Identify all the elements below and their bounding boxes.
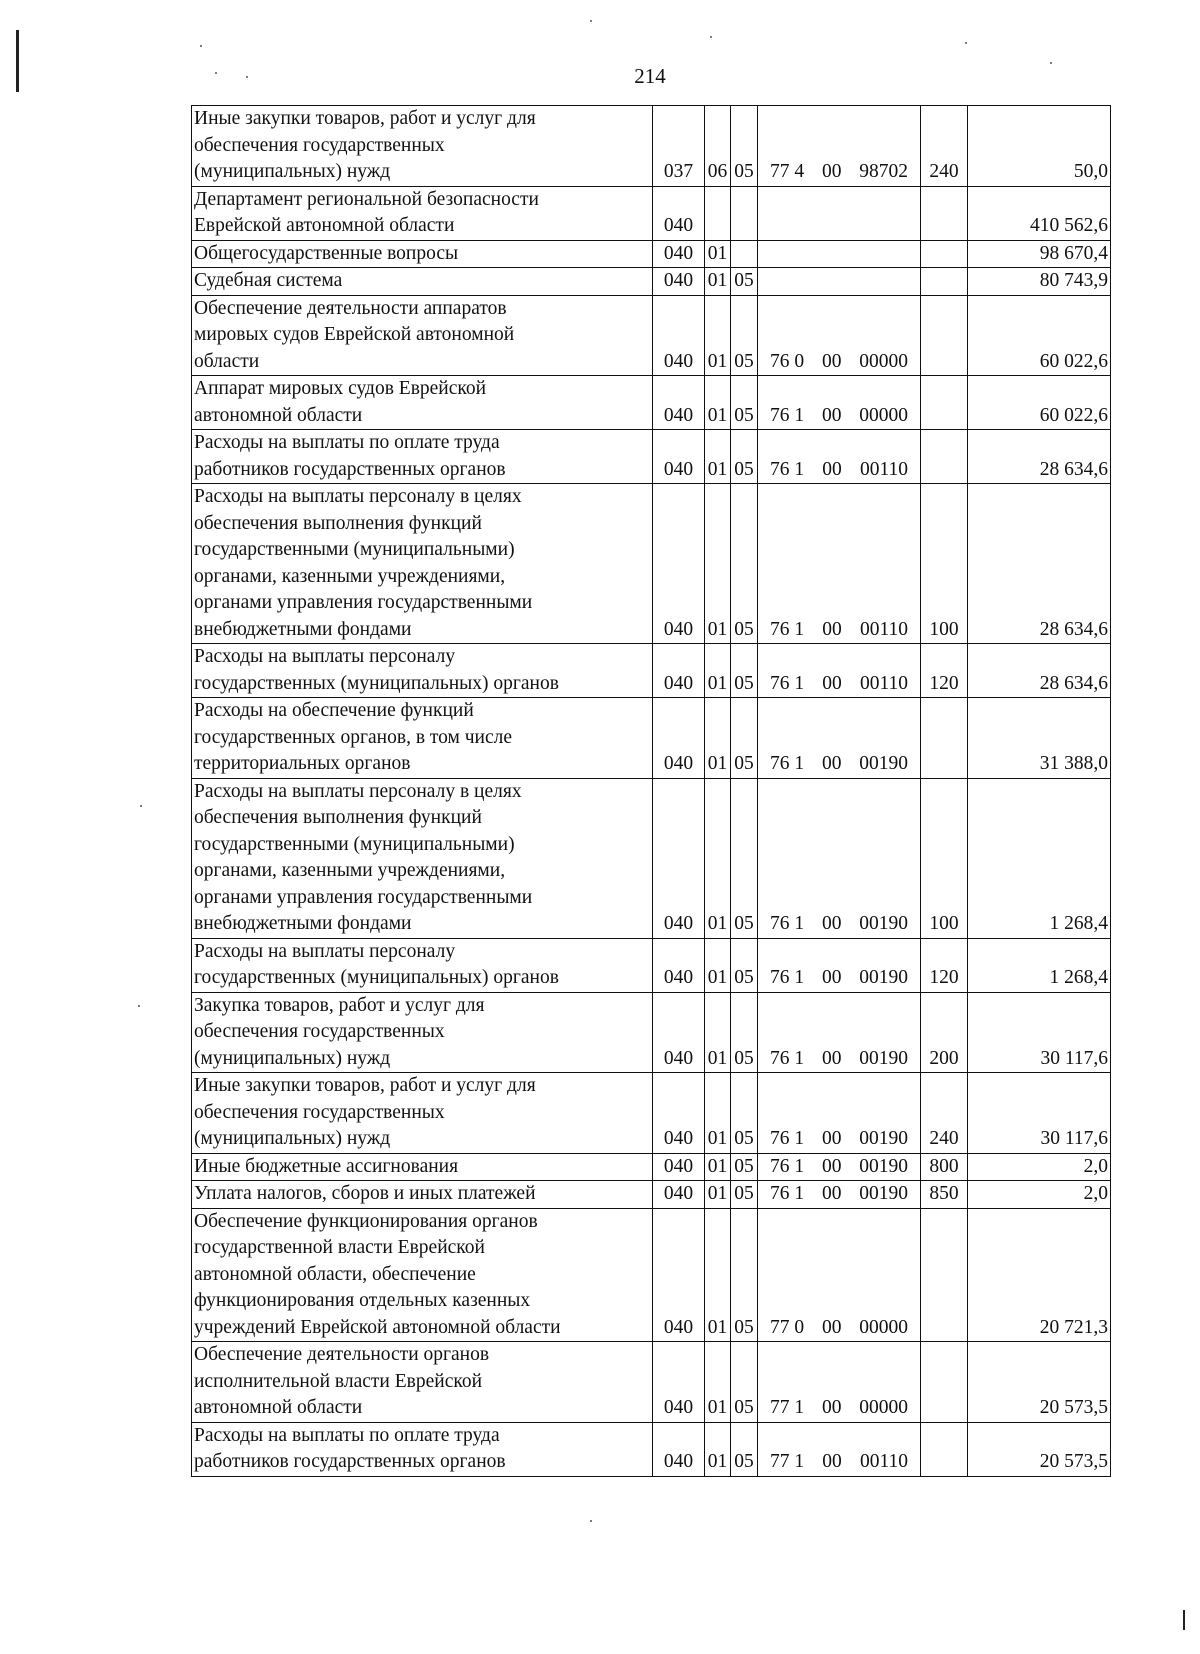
table-row — [192, 1422, 1111, 1476]
ministry-code: 040 — [653, 1208, 705, 1342]
item-name-line: государственных органов, в том числе — [194, 726, 513, 748]
ministry-code: 040 — [653, 1342, 705, 1423]
item-name-line: государственных (муниципальных) органов — [194, 672, 559, 694]
amount: 2,0 — [968, 1181, 1111, 1209]
item-name-line: государственных (муниципальных) органов — [194, 967, 559, 988]
expense-type-code — [921, 186, 968, 240]
amount: 1 268,4 — [968, 778, 1111, 938]
ministry-code: 040 — [653, 938, 705, 992]
amount: 28 634,6 — [968, 484, 1111, 644]
table-row — [192, 938, 1111, 992]
subsection-code — [731, 240, 758, 268]
item-name-line: государственной власти Еврейской — [194, 1237, 485, 1258]
item-name-line: органами, казенными учреждениями, — [194, 565, 506, 587]
item-name-line: территориальных органов — [194, 753, 411, 774]
target-article-part: 00110 — [859, 458, 908, 480]
target-article-part: 00190 — [859, 1128, 908, 1149]
expense-type-code: 240 — [921, 1073, 968, 1154]
item-name — [192, 1208, 653, 1342]
item-name-line: обеспечения государственных — [194, 134, 445, 156]
item-name-line: Расходы на выплаты персоналу — [194, 646, 456, 667]
expense-type-code — [921, 1342, 968, 1423]
subsection-code: 05 — [731, 295, 758, 376]
amount: 20 573,5 — [968, 1342, 1111, 1423]
target-article-part: 77 0 — [770, 1316, 805, 1338]
item-name-line: Общегосударственные вопросы — [194, 242, 459, 264]
scan-edge-mark-bottom — [1183, 1610, 1185, 1630]
item-name-line: Обеспечение деятельности органов — [194, 1344, 490, 1365]
target-article-part: 77 1 — [770, 1397, 805, 1418]
target-article-part: 00 — [821, 161, 842, 182]
item-name-line: Иные бюджетные ассигнования — [194, 1155, 459, 1177]
target-article-code — [758, 644, 921, 698]
ministry-code: 040 — [653, 376, 705, 430]
target-article-code — [758, 1153, 921, 1181]
target-article-part: 00 — [822, 672, 842, 694]
item-name — [192, 430, 653, 484]
target-article-part: 00000 — [859, 1397, 908, 1418]
target-article-part: 00190 — [859, 967, 908, 988]
subsection-code: 05 — [731, 268, 758, 296]
ministry-code: 040 — [653, 268, 705, 296]
item-name-line: государственными (муниципальными) — [194, 833, 515, 855]
table-row — [192, 376, 1111, 430]
amount: 30 117,6 — [968, 1073, 1111, 1154]
target-article-part: 00 — [821, 1316, 842, 1338]
item-name — [192, 106, 653, 187]
item-name — [192, 1073, 653, 1154]
target-article-code — [758, 240, 921, 268]
section-code: 01 — [705, 778, 731, 938]
section-code: 06 — [705, 106, 731, 187]
expense-type-code — [921, 1208, 968, 1342]
ministry-code: 040 — [653, 484, 705, 644]
subsection-code: 05 — [731, 644, 758, 698]
table-row — [192, 268, 1111, 296]
section-code: 01 — [705, 1181, 731, 1209]
target-article-code — [758, 106, 921, 187]
amount: 20 573,5 — [968, 1422, 1111, 1476]
expense-type-code — [921, 1422, 968, 1476]
section-code: 01 — [705, 430, 731, 484]
amount: 1 268,4 — [968, 938, 1111, 992]
target-article-part: 76 0 — [770, 350, 805, 372]
target-article-part: 76 1 — [770, 404, 805, 426]
item-name-line: Обеспечение деятельности аппаратов — [194, 297, 507, 319]
budget-table — [191, 105, 1111, 1477]
table-row — [192, 1153, 1111, 1181]
subsection-code — [731, 186, 758, 240]
item-name-line: (муниципальных) нужд — [194, 1128, 391, 1149]
target-article-part: 76 1 — [770, 1155, 805, 1177]
target-article-code — [758, 1181, 921, 1209]
item-name — [192, 186, 653, 240]
item-name-line: Аппарат мировых судов Еврейской — [194, 378, 487, 399]
ministry-code: 037 — [653, 106, 705, 187]
target-article-part: 76 1 — [770, 618, 805, 640]
target-article-code — [758, 186, 921, 240]
section-code: 01 — [705, 698, 731, 779]
amount: 60 022,6 — [968, 376, 1111, 430]
target-article-part: 00 — [821, 1128, 842, 1149]
expense-type-code: 120 — [921, 938, 968, 992]
section-code: 01 — [705, 1422, 731, 1476]
target-article-part: 00 — [821, 967, 842, 988]
target-article-part: 00 — [821, 1155, 842, 1177]
subsection-code: 05 — [731, 376, 758, 430]
amount: 50,0 — [968, 106, 1111, 187]
ministry-code: 040 — [653, 1181, 705, 1209]
table-row — [192, 106, 1111, 187]
subsection-code: 05 — [731, 1073, 758, 1154]
ministry-code: 040 — [653, 992, 705, 1073]
target-article-code — [758, 268, 921, 296]
table-body — [192, 106, 1111, 1477]
item-name-line: Иные закупки товаров, работ и услуг для — [194, 1075, 536, 1096]
target-article-code — [758, 698, 921, 779]
target-article-part: 00 — [821, 913, 842, 934]
table-row — [192, 186, 1111, 240]
table-row — [192, 1208, 1111, 1342]
item-name-line: Закупка товаров, работ и услуг для — [194, 994, 485, 1016]
section-code: 01 — [705, 644, 731, 698]
item-name — [192, 938, 653, 992]
target-article-part: 00000 — [859, 1316, 908, 1338]
item-name — [192, 1153, 653, 1181]
item-name-line: Расходы на выплаты по оплате труда — [194, 1424, 500, 1446]
item-name-line: исполнительной власти Еврейской — [194, 1370, 483, 1392]
target-article-part: 00000 — [859, 404, 908, 426]
item-name-line: (муниципальных) нужд — [194, 1047, 391, 1069]
subsection-code: 05 — [731, 698, 758, 779]
item-name-line: обеспечения выполнения функций — [194, 807, 482, 828]
item-name-line: Судебная система — [194, 270, 343, 291]
ministry-code: 040 — [653, 430, 705, 484]
item-name-line: органами, казенными учреждениями, — [194, 860, 506, 881]
target-article-part: 76 1 — [770, 458, 805, 480]
section-code: 01 — [705, 268, 731, 296]
target-article-part: 00 — [821, 1047, 842, 1069]
target-article-code — [758, 430, 921, 484]
item-name-line: автономной области — [194, 404, 363, 426]
ministry-code: 040 — [653, 1422, 705, 1476]
item-name-line: государственными (муниципальными) — [194, 539, 515, 560]
table-row — [192, 1073, 1111, 1154]
ministry-code: 040 — [653, 698, 705, 779]
expense-type-code — [921, 268, 968, 296]
item-name — [192, 268, 653, 296]
section-code: 01 — [705, 1153, 731, 1181]
expense-type-code: 120 — [921, 644, 968, 698]
section-code: 01 — [705, 1073, 731, 1154]
amount: 20 721,3 — [968, 1208, 1111, 1342]
section-code: 01 — [705, 1208, 731, 1342]
item-name-line: обеспечения государственных — [194, 1101, 445, 1123]
target-article-part: 00110 — [859, 618, 908, 640]
item-name-line: внебюджетными фондами — [194, 913, 412, 934]
target-article-part: 00 — [821, 753, 842, 774]
target-article-part: 00190 — [859, 1155, 908, 1177]
section-code: 01 — [705, 240, 731, 268]
item-name-line: работников государственных органов — [194, 458, 506, 480]
item-name-line: области — [194, 350, 260, 372]
item-name-line: Еврейской автономной области — [194, 215, 455, 236]
expense-type-code: 100 — [921, 778, 968, 938]
item-name-line: обеспечения государственных — [194, 1021, 445, 1042]
target-article-code — [758, 295, 921, 376]
section-code: 01 — [705, 295, 731, 376]
subsection-code: 05 — [731, 106, 758, 187]
target-article-part: 77 4 — [770, 161, 805, 182]
target-article-part: 00190 — [859, 1047, 908, 1069]
target-article-part: 00 — [821, 1183, 842, 1204]
table-row — [192, 992, 1111, 1073]
section-code: 01 — [705, 484, 731, 644]
target-article-part: 98702 — [859, 161, 908, 182]
target-article-part: 00 — [822, 618, 842, 640]
target-article-part: 00110 — [859, 1451, 908, 1472]
amount: 410 562,6 — [968, 186, 1111, 240]
target-article-part: 00190 — [859, 913, 908, 934]
target-article-part: 76 1 — [770, 1183, 805, 1204]
item-name-line: Департамент региональной безопасности — [194, 188, 539, 210]
page-number: 214 — [634, 64, 666, 88]
item-name-line: автономной области, обеспечение — [194, 1263, 476, 1285]
item-name-line: Расходы на выплаты персоналу в целях — [194, 780, 522, 802]
subsection-code: 05 — [731, 484, 758, 644]
ministry-code: 040 — [653, 240, 705, 268]
expense-type-code — [921, 430, 968, 484]
item-name-line: Расходы на выплаты персоналу — [194, 940, 456, 962]
item-name-line: Обеспечение функционирования органов — [194, 1210, 538, 1232]
target-article-code — [758, 778, 921, 938]
target-article-part: 00 — [822, 458, 842, 480]
target-article-code — [758, 1208, 921, 1342]
item-name-line: внебюджетными фондами — [194, 618, 412, 640]
amount: 28 634,6 — [968, 644, 1111, 698]
item-name-line: автономной области — [194, 1397, 363, 1418]
section-code: 01 — [705, 1342, 731, 1423]
target-article-part: 76 1 — [770, 753, 805, 774]
item-name — [192, 1342, 653, 1423]
expense-type-code: 850 — [921, 1181, 968, 1209]
expense-type-code: 800 — [921, 1153, 968, 1181]
item-name-line: мировых судов Еврейской автономной — [194, 324, 515, 345]
table-row — [192, 484, 1111, 644]
expense-type-code: 240 — [921, 106, 968, 187]
target-article-part: 76 1 — [770, 1128, 805, 1149]
expense-type-code — [921, 240, 968, 268]
ministry-code: 040 — [653, 1153, 705, 1181]
item-name-line: Расходы на выплаты персоналу в целях — [194, 486, 522, 507]
expense-type-code — [921, 698, 968, 779]
target-article-code — [758, 938, 921, 992]
section-code — [705, 186, 731, 240]
target-article-part: 00190 — [859, 1183, 908, 1204]
amount: 60 022,6 — [968, 295, 1111, 376]
target-article-part: 00 — [822, 1451, 842, 1472]
table-row — [192, 240, 1111, 268]
table-row — [192, 778, 1111, 938]
subsection-code: 05 — [731, 938, 758, 992]
expense-type-code: 200 — [921, 992, 968, 1073]
ministry-code: 040 — [653, 295, 705, 376]
item-name-line: Расходы на выплаты по оплате труда — [194, 432, 500, 453]
subsection-code: 05 — [731, 430, 758, 484]
target-article-part: 00 — [821, 350, 842, 372]
amount: 80 743,9 — [968, 268, 1111, 296]
subsection-code: 05 — [731, 1342, 758, 1423]
item-name-line: работников государственных органов — [194, 1451, 506, 1472]
item-name-line: функционирования отдельных казенных — [194, 1290, 531, 1311]
subsection-code: 05 — [731, 1181, 758, 1209]
item-name — [192, 778, 653, 938]
ministry-code: 040 — [653, 778, 705, 938]
item-name — [192, 698, 653, 779]
item-name — [192, 1422, 653, 1476]
target-article-part: 00110 — [859, 672, 908, 694]
target-article-part: 76 1 — [770, 967, 805, 988]
item-name-line: учреждений Еврейской автономной области — [194, 1316, 561, 1338]
item-name-line: органами управления государственными — [194, 592, 533, 613]
target-article-part: 00000 — [859, 350, 908, 372]
target-article-code — [758, 1073, 921, 1154]
target-article-code — [758, 484, 921, 644]
table-row — [192, 644, 1111, 698]
subsection-code: 05 — [731, 1153, 758, 1181]
amount: 31 388,0 — [968, 698, 1111, 779]
ministry-code: 040 — [653, 644, 705, 698]
subsection-code: 05 — [731, 778, 758, 938]
subsection-code: 05 — [731, 992, 758, 1073]
section-code: 01 — [705, 938, 731, 992]
item-name — [192, 992, 653, 1073]
target-article-code — [758, 992, 921, 1073]
target-article-part: 00 — [821, 1397, 842, 1418]
expense-type-code: 100 — [921, 484, 968, 644]
item-name — [192, 644, 653, 698]
amount: 28 634,6 — [968, 430, 1111, 484]
table-row — [192, 430, 1111, 484]
item-name — [192, 240, 653, 268]
section-code: 01 — [705, 992, 731, 1073]
table-row — [192, 1181, 1111, 1209]
section-code: 01 — [705, 376, 731, 430]
target-article-code — [758, 1422, 921, 1476]
expense-type-code — [921, 376, 968, 430]
ministry-code: 040 — [653, 1073, 705, 1154]
subsection-code: 05 — [731, 1208, 758, 1342]
amount: 2,0 — [968, 1153, 1111, 1181]
table-row — [192, 1342, 1111, 1423]
target-article-code — [758, 376, 921, 430]
target-article-code — [758, 1342, 921, 1423]
item-name — [192, 376, 653, 430]
item-name — [192, 295, 653, 376]
table-row — [192, 698, 1111, 779]
ministry-code: 040 — [653, 186, 705, 240]
item-name-line: обеспечения выполнения функций — [194, 512, 482, 534]
target-article-part: 77 1 — [770, 1451, 805, 1472]
item-name-line: (муниципальных) нужд — [194, 161, 391, 182]
subsection-code: 05 — [731, 1422, 758, 1476]
item-name-line: органами управления государственными — [194, 886, 533, 908]
target-article-part: 00190 — [859, 753, 908, 774]
item-name-line: Уплата налогов, сборов и иных платежей — [194, 1183, 536, 1204]
target-article-part: 76 1 — [770, 1047, 805, 1069]
expense-type-code — [921, 295, 968, 376]
target-article-part: 76 1 — [770, 913, 805, 934]
table-row — [192, 295, 1111, 376]
target-article-part: 76 1 — [770, 672, 805, 694]
amount: 98 670,4 — [968, 240, 1111, 268]
item-name-line: Расходы на обеспечение функций — [194, 700, 474, 721]
item-name — [192, 1181, 653, 1209]
item-name-line: Иные закупки товаров, работ и услуг для — [194, 108, 536, 129]
item-name — [192, 484, 653, 644]
amount: 30 117,6 — [968, 992, 1111, 1073]
target-article-part: 00 — [821, 404, 842, 426]
